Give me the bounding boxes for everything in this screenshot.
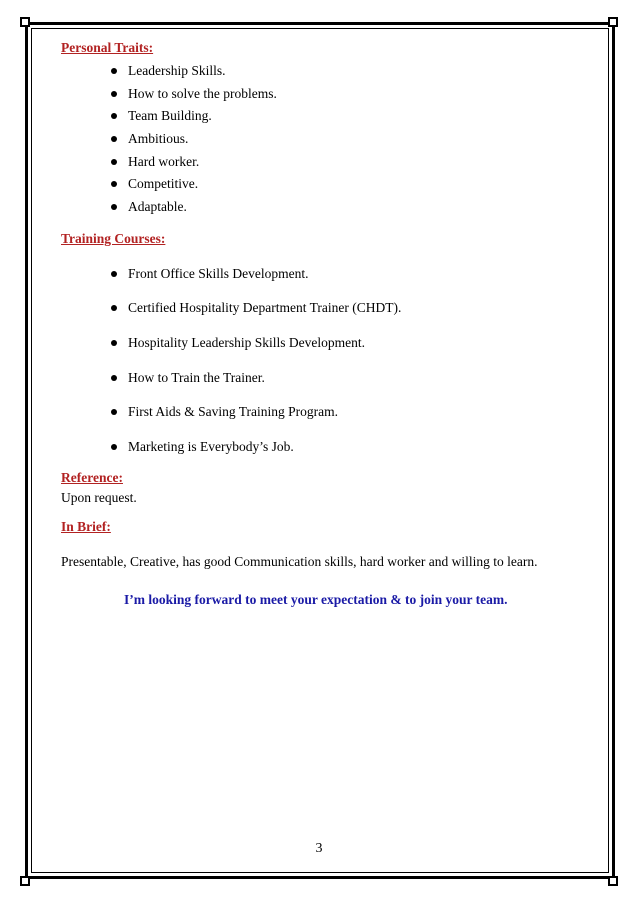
list-item: Competitive. — [61, 173, 581, 196]
list-item: First Aids & Saving Training Program. — [61, 401, 581, 436]
training-courses-section — [61, 229, 581, 462]
list-item: Hospitality Leadership Skills Development. — [61, 332, 581, 367]
list-item: Team Building. — [61, 105, 581, 128]
training-courses-heading: Training Courses: — [61, 230, 166, 246]
personal-traits-list — [61, 60, 581, 219]
list-item: Certified Hospitality Department Trainer (CHDT). — [61, 297, 581, 332]
document-content — [61, 38, 581, 610]
in-brief-text: Presentable, Creative, has good Communication skills, hard worker and willing to learn. — [61, 553, 538, 569]
reference-text: Upon request. — [61, 489, 137, 505]
border-corner-bottom-left — [20, 876, 30, 886]
border-corner-bottom-right — [608, 876, 618, 886]
list-item: Ambitious. — [61, 128, 581, 151]
personal-traits-heading: Personal Traits: — [61, 40, 154, 55]
border-corner-top-left — [20, 17, 30, 27]
reference-heading: Reference: — [61, 469, 123, 485]
list-item: Marketing is Everybody’s Job. — [61, 436, 581, 462]
list-item: Front Office Skills Development. — [61, 263, 581, 298]
list-item: Adaptable. — [61, 196, 581, 219]
personal-traits-section — [61, 38, 581, 219]
border-corner-top-right — [608, 17, 618, 27]
list-item: Hard worker. — [61, 151, 581, 174]
list-item: How to solve the problems. — [61, 83, 581, 106]
reference-section — [61, 468, 581, 508]
list-item: How to Train the Trainer. — [61, 367, 581, 402]
page-number: 3 — [315, 841, 323, 856]
in-brief-heading: In Brief: — [61, 518, 111, 534]
in-brief-section — [61, 517, 581, 572]
list-item: Leadership Skills. — [61, 60, 581, 83]
closing-statement: I’m looking forward to meet your expectation & to join your team. — [124, 591, 508, 607]
training-courses-list — [61, 263, 581, 462]
